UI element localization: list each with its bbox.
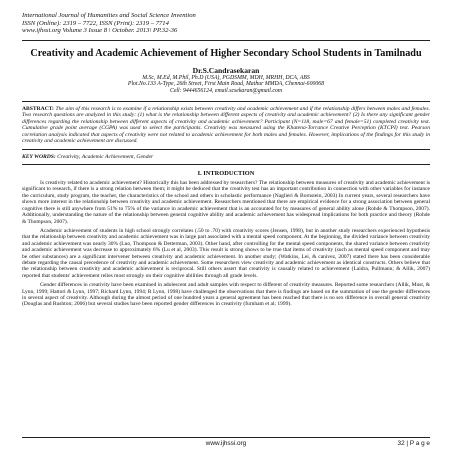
article-page [22, 12, 430, 311]
author-degrees: M.Sc, M.Ed, M.Phil, Ph.D (USA), PGDSMM, MDH, MRHH, DCA, ABS [142, 74, 310, 81]
journal-header [22, 12, 430, 35]
abstract-text: The aim of this research is to examine if a relationship exists between creativity and academic achievement and if the relationship differs between males and females. Two research questions are analyzed in this study: (1) what is the relationship between different aspects of creativity and academic achievement? (2) Is there any significant gender differences regarding the relationship between different aspects of creativity and academic achievement? Participant (N=118, male=67 and female=51) completed creativity test. Cumulative grade point average (CGPA) was used to select the participants. Creativity was measured using the Khatena-Torrance Creative Perception (KTCPI) test. Pearson correlation analysis indicated that aspects of creativity were not related to academic achievement for both males and females. However, implications of the findings for this study in creativity and academic achievement are discussed. [22, 105, 430, 145]
page-footer [22, 437, 430, 447]
keywords-text: Creativity, Academic Achievement, Gender [57, 153, 154, 160]
intro-paragraph-2: Academic achievement of students in high school strongly correlates (.50 to .70) with creativity scores (Jensen, 1998), but in another study researchers experienced hypothesis that the relationship between creativity and academic achievement was in large part associated with a mental speed component. At the beginning, the divided variance between creativity and academic achievement was nearly 30% (Luo, Thompson & Detterman, 2003). Other hand, after controlling for the mental speed components, the shared variance between creativity and academic achievement was decrease to approximately 6% (Lu et al, 2003). This result is strong shows to be true that items of creativity (such as mental speed component and may be other substances) are a significant intervener between creativity and academic achievement. In another study; (Watkins, Lei, & canivez, 2007) stated there has been considerable debate regarding the causal precedence of creativity and academic achievement. Some researchers view creativity and academic achievement as identical constructs. Others believe that the relationship between creativity and academic achievement is reciprocal. Still others assert that creativity is causally related to achievement (Laidra, Pullmann; & Allik, 2007) reported that students' achievement relies most strongly on their cognitive abilities through all grade levels. [22, 227, 430, 279]
keywords [22, 154, 430, 166]
intro-paragraph-3: Gender differences in creativity have been examined in adolescent and adult samples with respect to different of creativity measures. Reported some researchers (Allik, Must, & Lynn, 1999; Hattori & Lynn, 1997; Richard Lynn, 1994; R Lynn, 1998) have challenged the observations that there is findings are based on the summation of one the gender differences in several aspect of creativity. Although during the almost period of one hundred years a general agreement has been reached that there is no sex difference in overall general creativity (Douglas and Rushton; 2006) but several studies have been reported gender differences in creativity (furnham et al; 1999). [22, 282, 430, 308]
footer-url[interactable]: www.ijhssi.org [205, 440, 247, 447]
page-number: 32 | P a g e [397, 440, 430, 447]
author-contact: Cell: 9444656124, email.scsekaran@gmail.com [169, 87, 283, 94]
journal-volume: www.ijhssi.org Volume 3 Issue 8 \ October. 2013\ PP.32-36 [22, 27, 178, 35]
header-rule [22, 40, 430, 41]
journal-issn: ISSN (Online): 2319 – 7722, ISSN (Print): 2319 – 7714 [22, 19, 169, 27]
author-affiliation [22, 75, 430, 95]
author-address: Plot.No.133 A-Type, 26th Street, First Main Road, Mathur MMDA, Chennai-600068 [127, 81, 325, 88]
paper-author: Dr.S.Candrasekaran [192, 65, 260, 75]
section-heading-introduction: I. INTRODUCTION [197, 170, 255, 178]
paper-title: Creativity and Academic Achievement of Higher Secondary School Students in Tamilnadu [30, 47, 422, 59]
abstract [22, 101, 430, 150]
intro-paragraph-1: Is creativity related to academic achievement? Historically this has been addressed by researchers? The relationship between measures of creativity and academic achievement is significant to research, if there is a strong relation between them; it might be deduced that the creativity test has an important contribution in connection with other variables for instance the curriculum, study program, the teacher, the characteristics of the school and others in scholastic performance (Naglieri & Bornstein, 2003) In current years, several researchers have shown more interest in the relationship between creativity and academic achievement. Researchers mentioned that there are empirical evidence for a strong association between general cognitive there is still anywhere from 51% to 75% of the variance in academic achievement that is an accounted for by measures of general ability alone (Rohde & Thompson, 2007). Additionally, understanding the nature of the relationship between general cognitive ability and academic achievement has widespread implications for both practice and theory (Rohde & Thompson, 2007). [22, 180, 430, 225]
abstract-label: ABSTRACT: [22, 105, 54, 112]
keywords-label: KEY WORDS: [22, 153, 56, 160]
journal-name: International Journal of Humanities and Social Science Invention [22, 12, 196, 19]
